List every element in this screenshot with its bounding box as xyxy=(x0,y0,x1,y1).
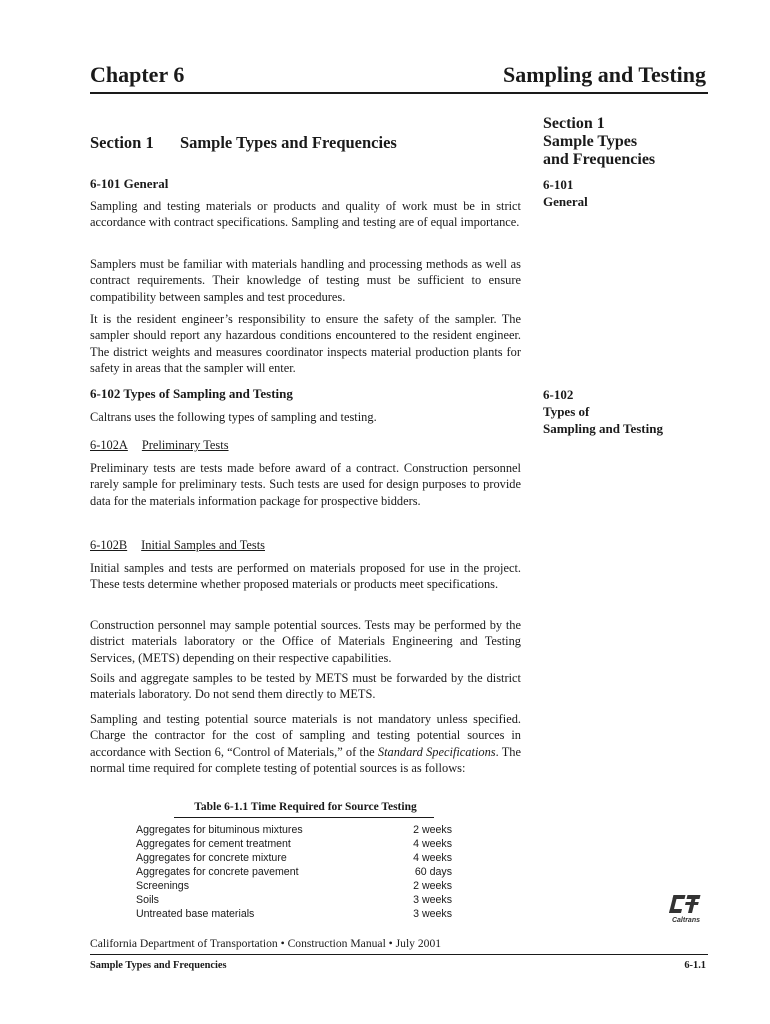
paragraph-text: Sampling and testing potential source materials is not mandatory unless specified. Charge the contractor for the cost of sampling and testing potential sources in accordance with Section 6, “Control of Materials,” of the xyxy=(90,712,521,759)
table-cell-material: Aggregates for concrete pavement xyxy=(136,866,299,878)
paragraph: Soils and aggregate samples to be tested by METS must be forwarded by the district materials laboratory. Do not send them directly to METS. xyxy=(90,671,521,702)
sidebar-6-102-number: 6-102 xyxy=(543,387,574,402)
heading-6-101: 6-101 General xyxy=(90,176,169,191)
table-cell-time: 2 weeks xyxy=(413,880,452,892)
paragraph: Sampling and testing materials or products and quality of work must be in strict accordance with contract specifications. Sampling and testing are of equal importance. xyxy=(90,199,521,230)
sidebar-6-102-heading xyxy=(543,386,663,437)
table-cell-material: Untreated base materials xyxy=(136,908,255,920)
table-cell-material: Aggregates for concrete mixture xyxy=(136,852,287,864)
sidebar-section-line: Section 1 xyxy=(543,115,605,132)
subheading-6-102b xyxy=(90,537,521,553)
paragraph: Initial samples and tests are performed on materials proposed for use in the project. These tests determine whether proposed materials or products meet specifications. xyxy=(90,561,521,592)
caltrans-logo-graphic xyxy=(668,893,704,925)
table-cell-material: Screenings xyxy=(136,880,189,892)
table-cell-time: 3 weeks xyxy=(413,894,452,906)
header-rule xyxy=(90,92,708,94)
paragraph-text: . The normal time required for complete testing of potential sources is as follows: xyxy=(90,744,521,776)
caltrans-logo-text: Caltrans xyxy=(671,917,701,924)
table-row xyxy=(136,879,452,893)
sidebar-6-101-heading xyxy=(543,176,588,210)
table-cell-material: Aggregates for cement treatment xyxy=(136,838,291,850)
source-testing-table xyxy=(136,823,452,921)
subheading-6-102a xyxy=(90,437,521,453)
subheading-number: 6-102B xyxy=(90,538,128,552)
table-cell-time: 60 days xyxy=(414,866,452,878)
table-caption: Table 6-1.1 Time Required for Source Testing xyxy=(194,801,417,813)
sidebar-section-line: Sample Types xyxy=(543,133,638,150)
table-caption-rule xyxy=(174,817,434,818)
table-row xyxy=(136,823,452,837)
paragraph: Preliminary tests are tests made before award of a contract. Construction personnel rarely sample for preliminary tests. Such tests are used for design purposes to provide data for the materials information package for prospective bidders. xyxy=(90,461,521,508)
table-cell-material: Aggregates for bituminous mixtures xyxy=(136,824,303,836)
paragraph: It is the resident engineer’s responsibility to ensure the safety of the sampler. The sampler should report any hazardous conditions encountered to the resident engineer. The district weights and measures coordinator inspects material production plants for safety in areas that the sampler will enter. xyxy=(90,312,521,376)
caltrans-logo-icon xyxy=(668,893,704,925)
subheading-number: 6-102A xyxy=(90,438,128,452)
subheading-title: Preliminary Tests xyxy=(141,438,229,452)
section-label: Section 1 xyxy=(90,133,154,152)
sidebar-6-101-number: 6-101 xyxy=(543,177,574,192)
sidebar-6-101-title: General xyxy=(543,194,588,209)
sidebar-section-line: and Frequencies xyxy=(543,151,656,168)
footer-section-name: Sample Types and Frequencies xyxy=(90,960,227,971)
chapter-heading: Sampling and Testing xyxy=(503,62,706,87)
table-cell-time: 4 weeks xyxy=(413,838,452,850)
paragraph xyxy=(90,711,521,777)
sidebar-6-102-title-line: Sampling and Testing xyxy=(543,421,663,436)
footer-publisher: California Department of Transportation • Construction Manual • July 2001 xyxy=(90,937,442,950)
table-row xyxy=(136,837,452,851)
section-title: Sample Types and Frequencies xyxy=(180,133,397,152)
table-row xyxy=(136,907,452,921)
paragraph: Caltrans uses the following types of sampling and testing. xyxy=(90,410,377,424)
paragraph: Samplers must be familiar with materials handling and processing methods as well as contract requirements. Their knowledge of testing must be sufficient to ensure compatibility between samples and test procedures. xyxy=(90,257,521,304)
subheading-title: Initial Samples and Tests xyxy=(141,538,265,552)
table-row xyxy=(136,851,452,865)
sidebar-6-102-title-line: Types of xyxy=(543,404,590,419)
table-cell-time: 3 weeks xyxy=(413,908,452,920)
table-cell-material: Soils xyxy=(136,894,159,906)
footer-rule xyxy=(90,954,708,955)
chapter-title: Chapter 6 xyxy=(90,62,185,87)
page-number: 6-1.1 xyxy=(684,960,706,971)
heading-6-102: 6-102 Types of Sampling and Testing xyxy=(90,386,293,401)
table-cell-time: 2 weeks xyxy=(413,824,452,836)
paragraph: Construction personnel may sample potential sources. Tests may be performed by the district materials laboratory or the Office of Materials Engineering and Testing Services, (METS) depending on their respective capabilities. xyxy=(90,618,521,665)
table-row xyxy=(136,893,452,907)
standard-specifications-title: Standard Specifications xyxy=(377,744,496,759)
sidebar-section-heading xyxy=(543,115,655,169)
table-row xyxy=(136,865,452,879)
table-cell-time: 4 weeks xyxy=(413,852,452,864)
